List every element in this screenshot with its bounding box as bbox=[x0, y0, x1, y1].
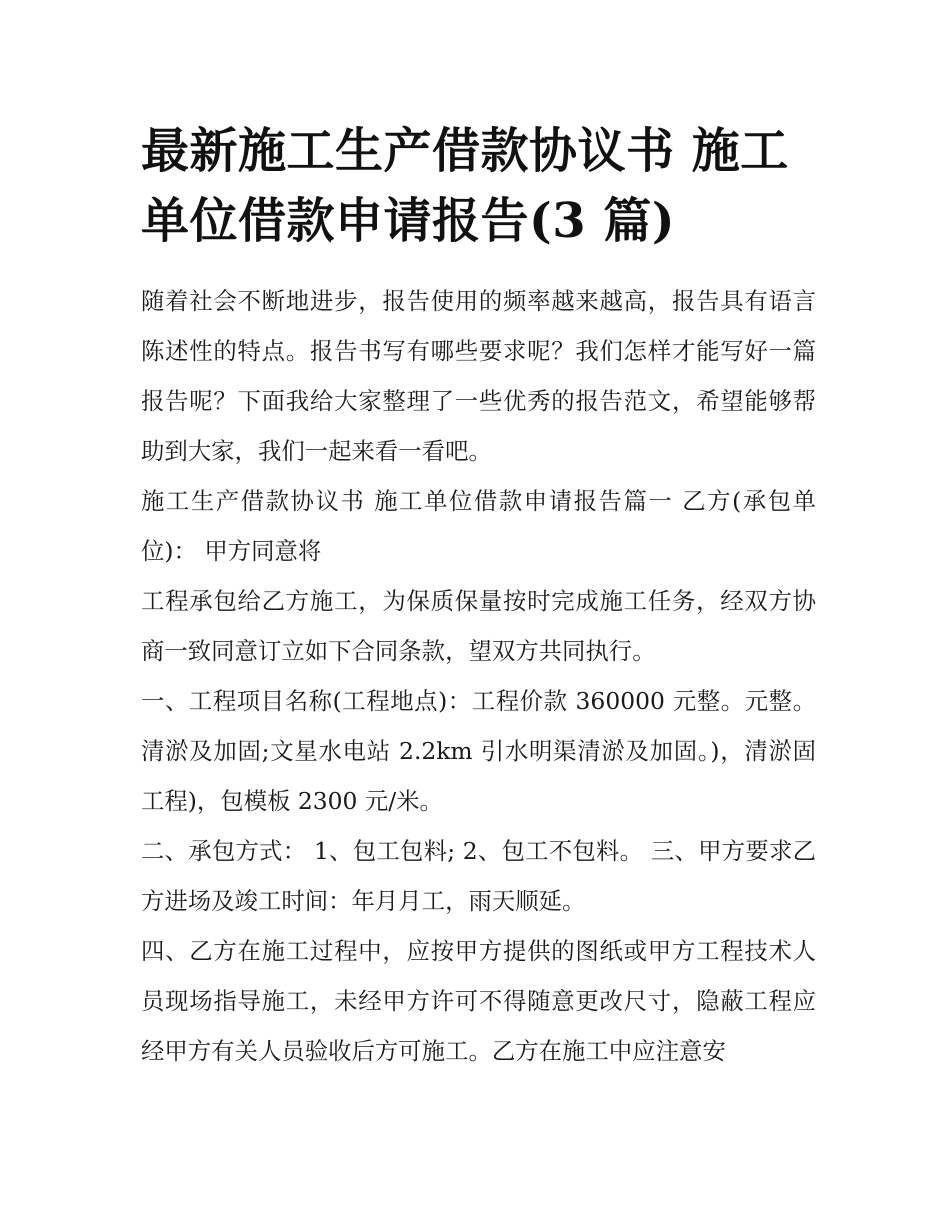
intro-paragraph: 随着社会不断地进步，报告使用的频率越来越高，报告具有语言陈述性的特点。报告书写有哪些要求呢？我们怎样才能写好一篇报告呢？下面我给大家整理了一些优秀的报告范文，希望能够帮助到大家，我们一起来看一看吧。 bbox=[141, 287, 816, 465]
clause-four-paragraph: 四、乙方在施工过程中，应按甲方提供的图纸或甲方工程技术人员现场指导施工，未经甲方许可不得随意更改尺寸，隐蔽工程应经甲方有关人员验收后方可施工。乙方在施工中应注意安 bbox=[141, 937, 816, 1065]
clause-one-paragraph: 一、工程项目名称(工程地点)：工程价款 360000 元整。元整。清淤及加固;文星水电站 2.2km 引水明渠清淤及加固。)，清淤固工程)，包模板 2300 元/米。 bbox=[141, 687, 816, 815]
document-title: 最新施工生产借款协议书 施工单位借款申请报告(3 篇) bbox=[141, 123, 789, 249]
document-body bbox=[141, 116, 816, 1076]
contract-paragraph: 工程承包给乙方施工，为保质保量按时完成施工任务，经双方协商一致同意订立如下合同条款，望双方共同执行。 bbox=[141, 587, 816, 665]
section-heading-paragraph: 施工生产借款协议书 施工单位借款申请报告篇一 乙方(承包单位)： 甲方同意将 bbox=[141, 487, 816, 565]
clause-two-three-paragraph: 二、承包方式： 1、包工包料; 2、包工不包料。 三、甲方要求乙方进场及竣工时间：年月月工，雨天顺延。 bbox=[141, 837, 816, 915]
